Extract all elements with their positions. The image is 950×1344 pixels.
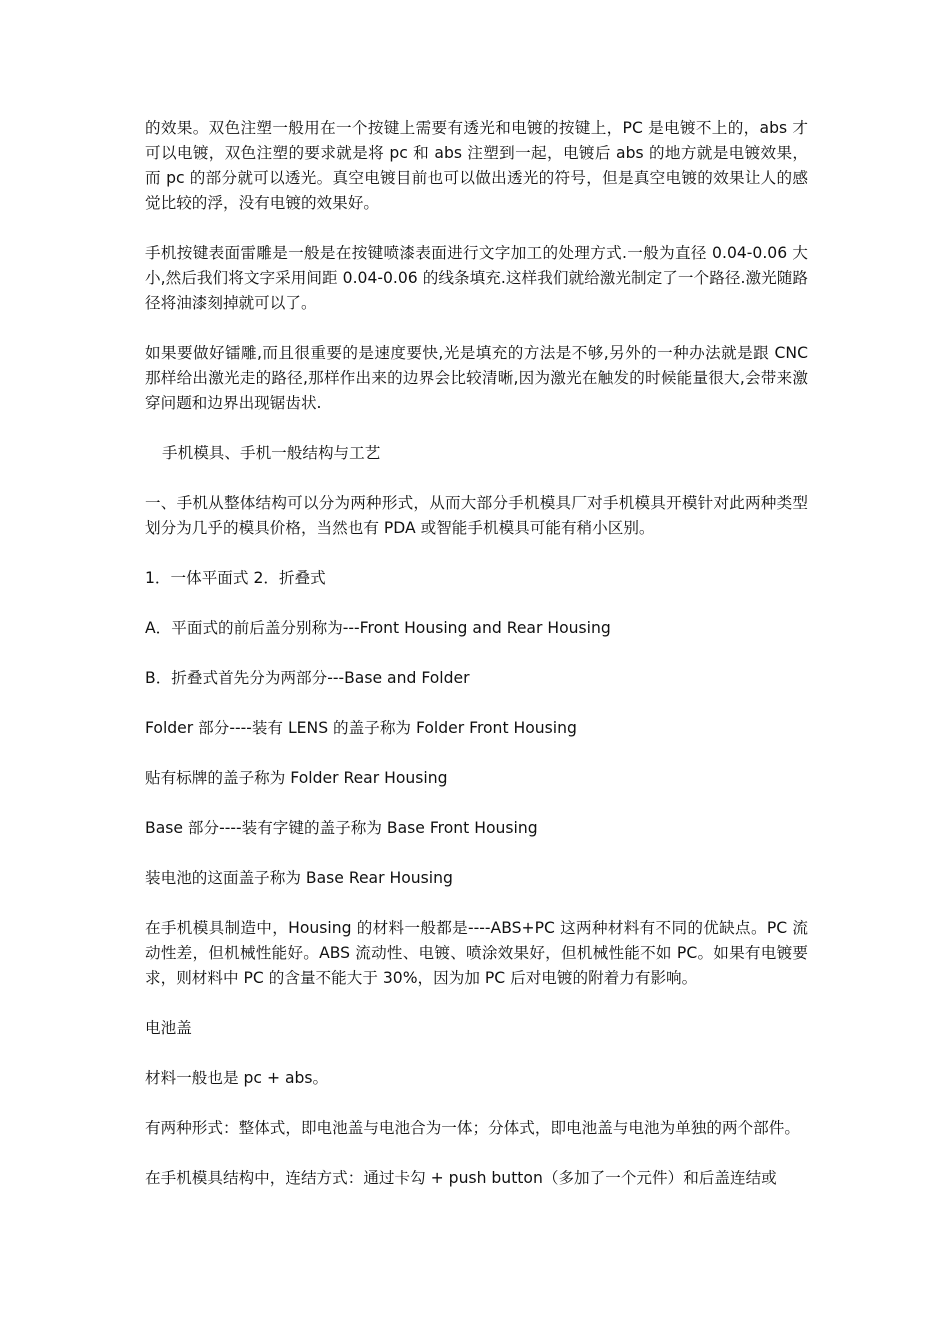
paragraph-laser-engraving-speed: 如果要做好镭雕,而且很重要的是速度要快,光是填充的方法是不够,另外的一种办法就是跟 CNC 那样给出激光走的路径,那样作出来的边界会比较清晰,因为激光在触发的时候能量很大,会带来激穿问题和边界出现锯齿状. bbox=[145, 344, 808, 412]
paragraph-folder-rear: 贴有标牌的盖子称为 Folder Rear Housing bbox=[145, 769, 448, 787]
paragraph-laser-engraving: 手机按键表面雷雕是一般是在按键喷漆表面进行文字加工的处理方式.一般为直径 0.04-0.06 大小,然后我们将文字采用间距 0.04-0.06 的线条填充.这样我们就给激光制定了一个路径.激光随路径将油漆刻掉就可以了。 bbox=[145, 244, 808, 312]
paragraph-dual-color-molding: 的效果。双色注塑一般用在一个按键上需要有透光和电镀的按键上，PC 是电镀不上的，abs 才可以电镀，双色注塑的要求就是将 pc 和 abs 注塑到一起，电镀后 abs 的地方就是电镀效果，而 pc 的部分就可以透光。真空电镀目前也可以做出透光的符号，但是真空电镀的效果让人的感觉比较的浮，没有电镀的效果好。 bbox=[145, 119, 808, 212]
paragraph-base-front: Base 部分----装有字键的盖子称为 Base Front Housing bbox=[145, 819, 538, 837]
paragraph-structure-overview: 一、手机从整体结构可以分为两种形式，从而大部分手机模具厂对手机模具开模针对此两种类型划分为几乎的模具价格，当然也有 PDA 或智能手机模具可能有稍小区别。 bbox=[145, 494, 808, 537]
paragraph-structure-types: 1．一体平面式 2．折叠式 bbox=[145, 569, 326, 587]
paragraph-battery-cover-heading: 电池盖 bbox=[145, 1019, 192, 1037]
document-page bbox=[145, 116, 808, 1191]
paragraph-flat-type: A．平面式的前后盖分别称为---Front Housing and Rear Housing bbox=[145, 619, 611, 637]
paragraph-folder-front: Folder 部分----装有 LENS 的盖子称为 Folder Front Housing bbox=[145, 719, 577, 737]
paragraph-base-rear: 装电池的这面盖子称为 Base Rear Housing bbox=[145, 869, 453, 887]
paragraph-connection-method: 在手机模具结构中，连结方式：通过卡勾 + push button（多加了一个元件）和后盖连结或 bbox=[145, 1169, 777, 1187]
paragraph-housing-material: 在手机模具制造中，Housing 的材料一般都是----ABS+PC 这两种材料有不同的优缺点。PC 流动性差，但机械性能好。ABS 流动性、电镀、喷涂效果好，但机械性能不如 PC。如果有电镀要求，则材料中 PC 的含量不能大于 30%，因为加 PC 后对电镀的附着力有影响。 bbox=[145, 919, 808, 987]
paragraph-battery-cover-forms: 有两种形式：整体式，即电池盖与电池合为一体；分体式，即电池盖与电池为单独的两个部件。 bbox=[145, 1119, 800, 1137]
paragraph-battery-cover-material: 材料一般也是 pc + abs。 bbox=[145, 1069, 329, 1087]
paragraph-folding-type: B．折叠式首先分为两部分---Base and Folder bbox=[145, 669, 470, 687]
section-heading: 手机模具、手机一般结构与工艺 bbox=[162, 444, 381, 462]
